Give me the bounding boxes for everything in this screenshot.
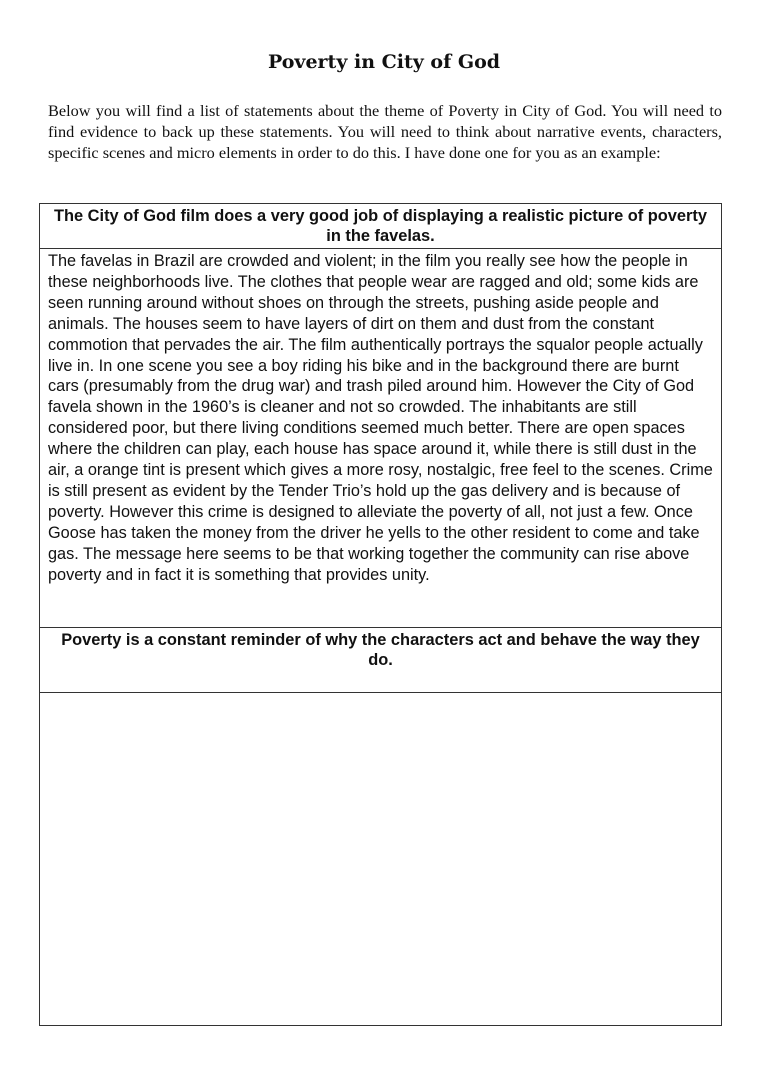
table-row	[40, 628, 722, 693]
statements-table	[39, 203, 722, 1026]
statement-cell-1: The City of God film does a very good job of displaying a realistic picture of poverty in the favelas.	[40, 204, 722, 249]
table-row	[40, 249, 722, 628]
evidence-cell-2[interactable]	[40, 693, 722, 1026]
intro-paragraph: Below you will find a list of statements about the theme of Poverty in City of God. You will need to find evidence to back up these statements. You will need to think about narrative events, characters, specific scenes and micro elements in order to do this. I have done one for you as an example:	[48, 101, 722, 162]
statement-cell-2: Poverty is a constant reminder of why the characters act and behave the way they do.	[40, 628, 722, 693]
table-row	[40, 693, 722, 1026]
table-row	[40, 204, 722, 249]
page-title: Poverty in City of God	[267, 51, 501, 73]
evidence-cell-1: The favelas in Brazil are crowded and violent; in the film you really see how the people in these neighborhoods live. The clothes that people wear are ragged and old; some kids are seen running around without shoes on through the streets, pushing aside people and animals. The houses seem to have layers of dirt on them and dust from the constant commotion that pervades the air. The film authentically portrays the squalor people actually live in. In one scene you see a boy riding his bike and in the background there are burnt cars (presumably from the drug war) and trash piled around him. However the City of God favela shown in the 1960’s is cleaner and not so crowded. The inhabitants are still considered poor, but there living conditions seemed much better. There are open spaces where the children can play, each house has space around it, while there is still dust in the air, a orange tint is present which gives a more rosy, nostalgic, free feel to the scenes. Crime is still present as evident by the Tender Trio’s hold up the gas delivery and is because of poverty. However this crime is designed to alleviate the poverty of all, not just a few. Once Goose has taken the money from the driver he yells to the other resident to come and take gas. The message here seems to be that working together the community can rise above poverty and in fact it is something that provides unity.	[40, 249, 722, 628]
